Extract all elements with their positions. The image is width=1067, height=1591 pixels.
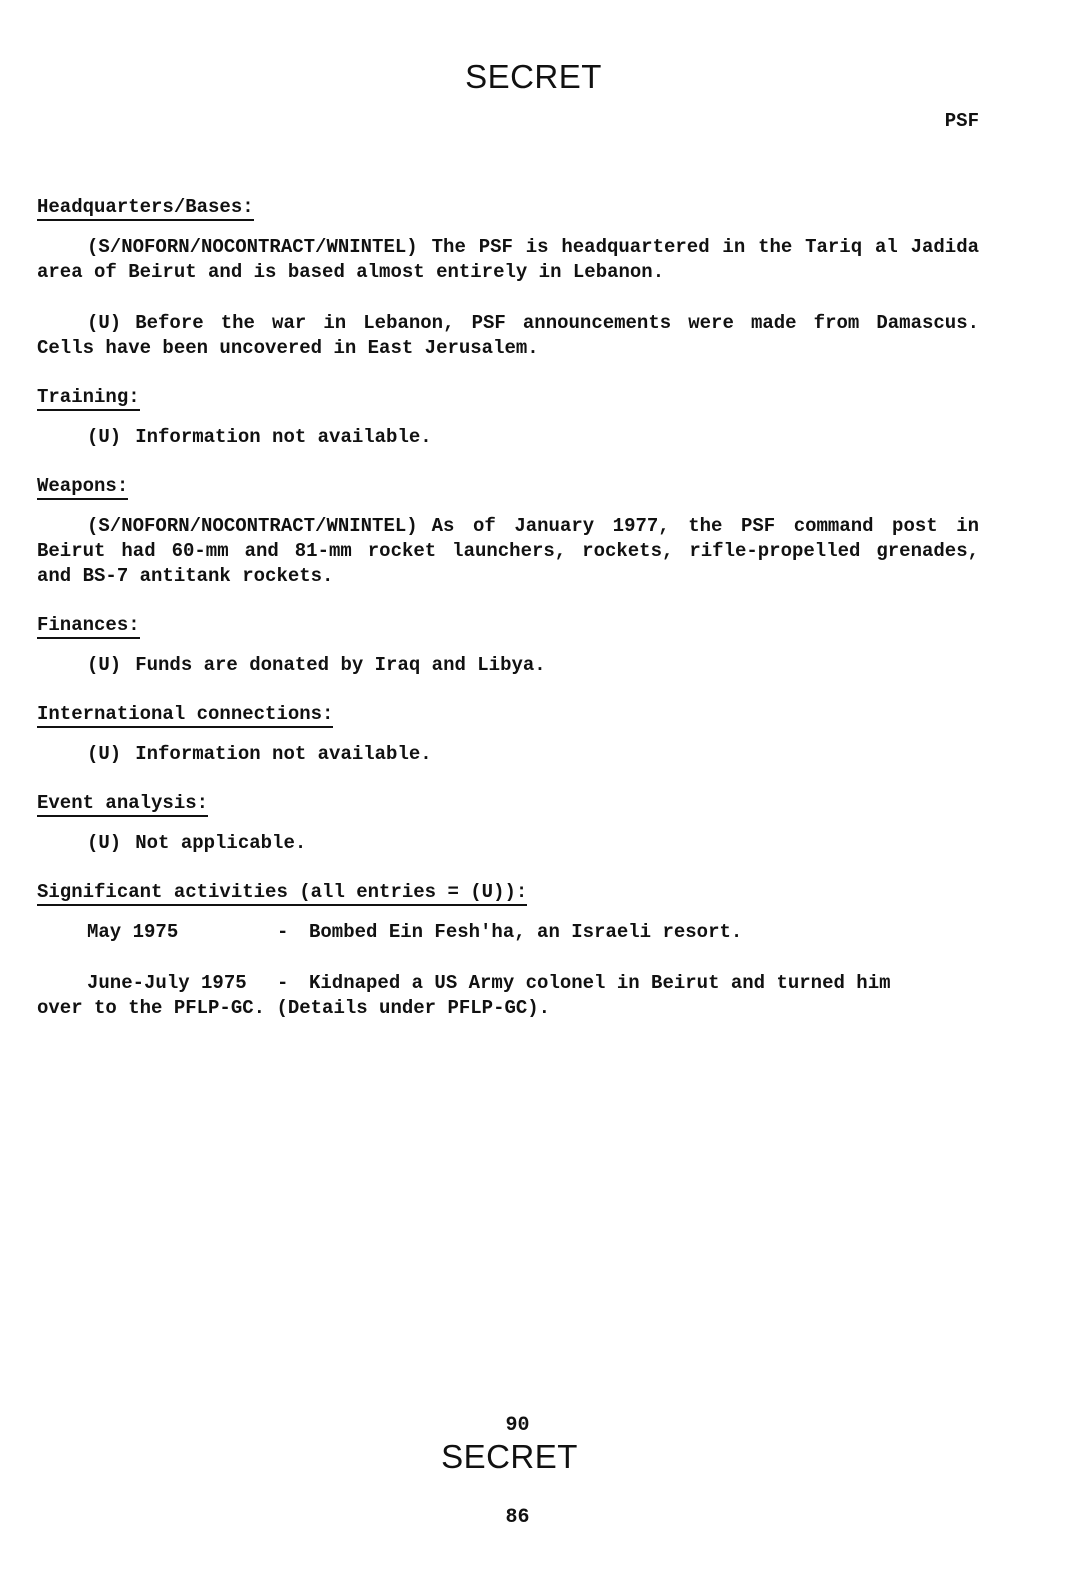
section-heading: International connections: bbox=[37, 702, 333, 728]
section-event-analysis bbox=[37, 791, 979, 856]
section-heading: Event analysis: bbox=[37, 791, 208, 817]
paragraph-text: Not applicable. bbox=[135, 832, 307, 854]
paragraph bbox=[37, 742, 979, 767]
classification-marking: (S/NOFORN/NOCONTRACT/WNINTEL) bbox=[87, 515, 418, 537]
paragraph bbox=[37, 831, 979, 856]
paragraph-text: As of January 1977, the PSF command post in Beirut had 60-mm and 81-mm rocket launchers, rockets, rifle-propelled grenades, and BS-7 antitank rockets. bbox=[37, 515, 979, 587]
classification-marking: (U) bbox=[87, 426, 122, 448]
activity-text: Kidnaped a US Army colonel in Beirut and turned him bbox=[309, 972, 891, 994]
paragraph-text: Information not available. bbox=[135, 743, 432, 765]
activity-date: June-July 1975 bbox=[87, 972, 247, 994]
bottom-classification-marking: SECRET bbox=[441, 1438, 578, 1475]
activity-text-continuation: over to the PFLP-GC. (Details under PFLP-GC). bbox=[37, 997, 551, 1019]
paragraph-text: Funds are donated by Iraq and Libya. bbox=[135, 654, 546, 676]
section-heading: Finances: bbox=[37, 613, 140, 639]
activity-entry bbox=[37, 971, 979, 1021]
document-code: PSF bbox=[944, 110, 979, 132]
classification-marking: (S/NOFORN/NOCONTRACT/WNINTEL) bbox=[87, 236, 418, 258]
activity-entry bbox=[37, 920, 979, 945]
classification-marking: (U) bbox=[87, 312, 122, 334]
section-heading: Headquarters/Bases: bbox=[37, 195, 254, 221]
paragraph bbox=[37, 514, 979, 589]
activity-date: May 1975 bbox=[87, 921, 179, 943]
top-classification-marking: SECRET bbox=[465, 58, 602, 95]
section-international-connections bbox=[37, 702, 979, 767]
classification-marking: (U) bbox=[87, 832, 122, 854]
activity-dash: - bbox=[277, 972, 289, 994]
activity-entry-line bbox=[37, 971, 979, 996]
activity-dash: - bbox=[277, 921, 289, 943]
paragraph bbox=[37, 425, 979, 450]
section-training bbox=[37, 385, 979, 450]
section-heading: Significant activities (all entries = (U)): bbox=[37, 880, 527, 906]
paragraph bbox=[37, 311, 979, 361]
section-weapons bbox=[37, 474, 979, 589]
activity-text: Bombed Ein Fesh'ha, an Israeli resort. bbox=[309, 921, 743, 943]
sequence-number: 86 bbox=[505, 1506, 530, 1529]
paragraph-text: The PSF is headquartered in the Tariq al Jadida area of Beirut and is based almost entirely in Lebanon. bbox=[37, 236, 979, 283]
section-heading: Weapons: bbox=[37, 474, 128, 500]
paragraph-text: Information not available. bbox=[135, 426, 432, 448]
section-heading: Training: bbox=[37, 385, 140, 411]
document-body bbox=[37, 195, 979, 1045]
section-significant-activities bbox=[37, 880, 979, 1021]
classification-marking: (U) bbox=[87, 743, 122, 765]
paragraph bbox=[37, 653, 979, 678]
paragraph bbox=[37, 235, 979, 285]
section-finances bbox=[37, 613, 979, 678]
page-number: 90 bbox=[505, 1414, 530, 1437]
classification-marking: (U) bbox=[87, 654, 122, 676]
paragraph-text: Before the war in Lebanon, PSF announcements were made from Damascus. Cells have been uncovered in East Jerusalem. bbox=[37, 312, 979, 359]
section-headquarters bbox=[37, 195, 979, 361]
